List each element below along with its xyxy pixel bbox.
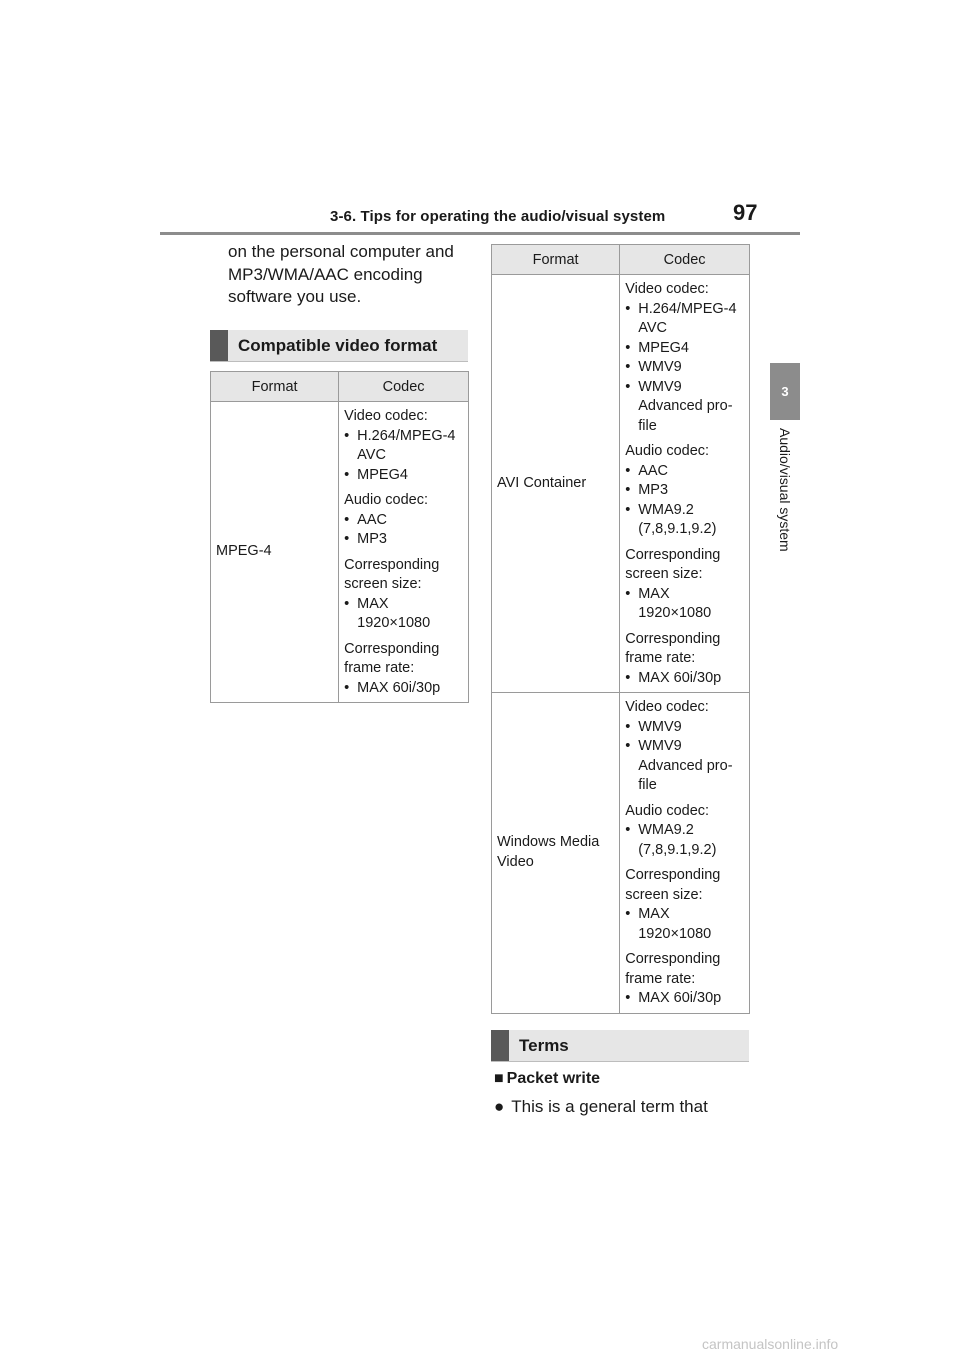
codec-group-frame [625,630,744,689]
intro-line: software you use. [228,287,362,306]
codec-item: • MP3 [625,481,744,501]
section-heading-compatible-video [210,330,468,362]
term-subheading [494,1070,600,1088]
codec-group-video [344,407,463,485]
codec-item: • WMA9.2 (7,8,9.1,9.2) [625,821,744,860]
section-heading-text: Terms [519,1035,569,1055]
term-bullet-text: This is a general term that [511,1097,708,1116]
codec-label: Audio codec: [344,492,429,508]
term-subheading-text: Packet write [506,1070,601,1087]
section-marker [491,1030,509,1061]
table-row [492,693,750,1014]
table-header-row [492,245,750,275]
codec-group-frame [625,950,744,1009]
section-marker [210,330,228,361]
codec-label: Corresponding frame rate: [344,640,440,676]
column-header-format: Format [211,372,339,402]
codec-label: Corresponding frame rate: [625,951,721,987]
codec-item: • WMA9.2 (7,8,9.1,9.2) [625,501,744,540]
video-format-table-continued [491,244,750,1014]
codec-label: Audio codec: [625,802,710,819]
codec-item: • H.264/MPEG-4 AVC [625,300,744,339]
codec-group-audio [625,442,744,540]
codec-item: • MAX 60i/30p [625,989,744,1009]
codec-group-video [625,280,744,436]
table-row [211,402,469,703]
codec-cell [339,402,469,703]
chapter-tab-label: Audio/visual system [777,428,793,552]
codec-item: • MPEG4 [344,466,463,486]
intro-paragraph [228,241,478,309]
codec-item: • MAX 60i/30p [625,669,744,689]
codec-group-frame [344,640,463,699]
codec-label: Video codec: [625,699,709,715]
page-header-title: 3-6. Tips for operating the audio/visual system [330,208,666,225]
codec-cell [620,693,750,1014]
intro-line: MP3/WMA/AAC encoding [228,264,423,284]
column-header-codec: Codec [339,372,469,402]
footer-watermark: carmanualsonline.info [702,1336,839,1352]
codec-label: Corresponding screen size: [625,546,721,582]
codec-item: • MAX 1920×1080 [344,595,463,634]
codec-item: • WMV9 Advanced pro-file [625,378,744,437]
codec-group-screen [625,866,744,944]
codec-group-audio [625,802,744,861]
format-cell: AVI Container [492,275,620,693]
codec-item: • MP3 [344,530,463,550]
codec-item: • MAX 60i/30p [344,679,463,699]
codec-cell [620,275,750,693]
codec-item: • H.264/MPEG-4 AVC [344,427,463,466]
codec-item: • WMV9 [625,718,744,738]
codec-group-screen [625,546,744,624]
section-heading-text: Compatible video format [238,335,438,355]
page-number: 97 [733,200,758,225]
codec-label: Audio codec: [625,443,710,459]
codec-item: • MAX 1920×1080 [625,585,744,624]
square-bullet-icon: ■ [494,1070,504,1087]
chapter-tab-number: 3 [770,363,800,420]
codec-item: • WMV9 [625,358,744,378]
round-bullet-icon: ● [494,1097,505,1116]
codec-label: Corresponding screen size: [344,556,440,592]
table-header-row [211,372,469,402]
codec-group-screen [344,556,463,634]
codec-group-audio [344,491,463,550]
format-cell: MPEG-4 [211,402,339,703]
codec-label: Corresponding frame rate: [625,630,721,666]
codec-group-video [625,698,744,796]
section-heading-terms [491,1030,749,1062]
video-format-table [210,371,469,703]
term-bullet [494,1097,708,1117]
codec-item: • MAX 1920×1080 [625,905,744,944]
table-row [492,275,750,693]
codec-label: Video codec: [625,281,709,297]
column-header-codec: Codec [620,245,750,275]
codec-label: Corresponding screen size: [625,867,721,903]
codec-item: • WMV9 Advanced pro-file [625,737,744,796]
codec-item: • MPEG4 [625,339,744,359]
codec-label: Video codec: [344,408,428,424]
header-rule [160,232,800,235]
column-header-format: Format [492,245,620,275]
codec-item: • AAC [625,462,744,482]
intro-line: on the personal computer and [228,242,454,261]
codec-item: • AAC [344,511,463,531]
format-cell: Windows Media Video [492,693,620,1014]
